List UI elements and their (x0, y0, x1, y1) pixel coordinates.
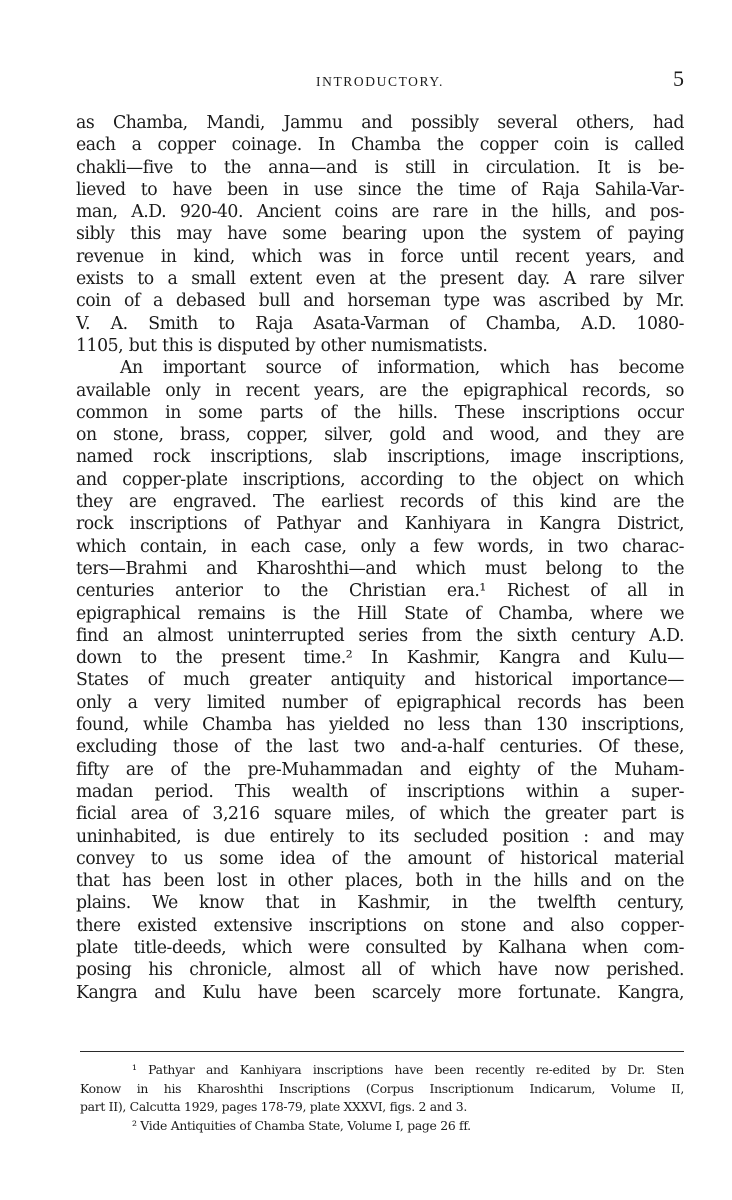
text-line: fifty are of the pre-Muhammadan and eighty of the Muham- (76, 759, 684, 780)
footnote-1-line: ¹ Pathyar and Kanhiyara inscriptions have been recently re-edited by Dr. Sten (132, 1062, 684, 1077)
text-line: posing his chronicle, almost all of which have now perished. (76, 960, 684, 981)
text-line: chakli—five to the anna—and is still in circulation. It is be- (76, 157, 684, 178)
text-line: sibly this may have some bearing upon the system of paying (76, 224, 684, 245)
text-line: 1105, but this is disputed by other numismatists. (76, 335, 488, 356)
text-line: on stone, brass, copper, silver, gold and wood, and they are (76, 425, 684, 446)
text-line: there existed extensive inscriptions on stone and also copper- (76, 915, 684, 936)
text-line: plate title-deeds, which were consulted by Kalhana when com- (76, 937, 684, 958)
text-line: each a copper coinage. In Chamba the copper coin is called (76, 135, 684, 156)
text-line: excluding those of the last two and-a-half centuries. Of these, (76, 737, 684, 758)
text-line: plains. We know that in Kashmir, in the twelfth century, (76, 893, 684, 914)
footnote-2-line: ² Vide Antiquities of Chamba State, Volume I, page 26 ff. (132, 1117, 471, 1133)
text-line: States of much greater antiquity and historical importance— (76, 670, 684, 691)
text-line: ficial area of 3,216 square miles, of which the greater part is (76, 804, 684, 825)
text-line: uninhabited, is due entirely to its secluded position : and may (76, 826, 684, 847)
text-line: available only in recent years, are the epigraphical records, so (76, 380, 684, 401)
text-line: they are engraved. The earliest records of this kind are the (76, 492, 684, 513)
text-line: found, while Chamba has yielded no less than 130 inscriptions, (76, 715, 684, 736)
text-line: Kangra and Kulu have been scarcely more fortunate. Kangra, (76, 982, 684, 1003)
text-line: convey to us some idea of the amount of historical material (76, 848, 684, 869)
text-line: rock inscriptions of Pathyar and Kanhiyara in Kangra District, (76, 514, 684, 535)
text-line: revenue in kind, which was in force until recent years, and (76, 246, 684, 267)
footnotes (80, 1061, 684, 1135)
text-line: named rock inscriptions, slab inscriptions, image inscriptions, (76, 447, 684, 468)
text-line: man, A.D. 920-40. Ancient coins are rare in the hills, and pos- (76, 202, 684, 223)
text-line: coin of a debased bull and horseman type was ascribed by Mr. (76, 291, 684, 312)
text-line: only a very limited number of epigraphical records has been (76, 692, 684, 713)
text-line: find an almost uninterrupted series from the sixth century A.D. (76, 625, 684, 646)
body-text (76, 112, 684, 1004)
running-head (76, 66, 684, 92)
text-line: and copper-plate inscriptions, according to the object on which (76, 469, 684, 490)
text-line: down to the present time.² In Kashmir, Kangra and Kulu— (76, 648, 684, 669)
text-line: epigraphical remains is the Hill State of Chamba, where we (76, 603, 684, 624)
text-line: lieved to have been in use since the time of Raja Sahila-Var- (76, 179, 684, 200)
text-line: madan period. This wealth of inscriptions within a super- (76, 781, 684, 802)
text-line: ters—Brahmi and Kharoshthi—and which must belong to the (76, 558, 684, 579)
footnote-1-line: part II), Calcutta 1929, pages 178-79, plate XXXVI, figs. 2 and 3. (80, 1099, 467, 1115)
text-line: centuries anterior to the Christian era.¹ Richest of all in (76, 581, 684, 602)
text-line: common in some parts of the hills. These inscriptions occur (76, 402, 684, 423)
text-line: as Chamba, Mandi, Jammu and possibly several others, had (76, 113, 684, 133)
paragraph-start-line: An important source of information, which has become (120, 358, 684, 379)
text-line: V. A. Smith to Raja Asata-Varman of Chamba, A.D. 1080- (76, 313, 684, 334)
text-line: which contain, in each case, only a few words, in two charac- (76, 536, 684, 557)
footnote-1-line: Konow in his Kharoshthi Inscriptions (Corpus Inscriptionum Indicarum, Volume II, (80, 1080, 684, 1096)
page-number: 5 (673, 66, 684, 91)
text-line: exists to a small extent even at the present day. A rare silver (76, 269, 684, 290)
text-line: that has been lost in other places, both in the hills and on the (76, 871, 684, 892)
running-title: INTRODUCTORY. (316, 74, 444, 89)
footnote-divider (80, 1051, 684, 1052)
